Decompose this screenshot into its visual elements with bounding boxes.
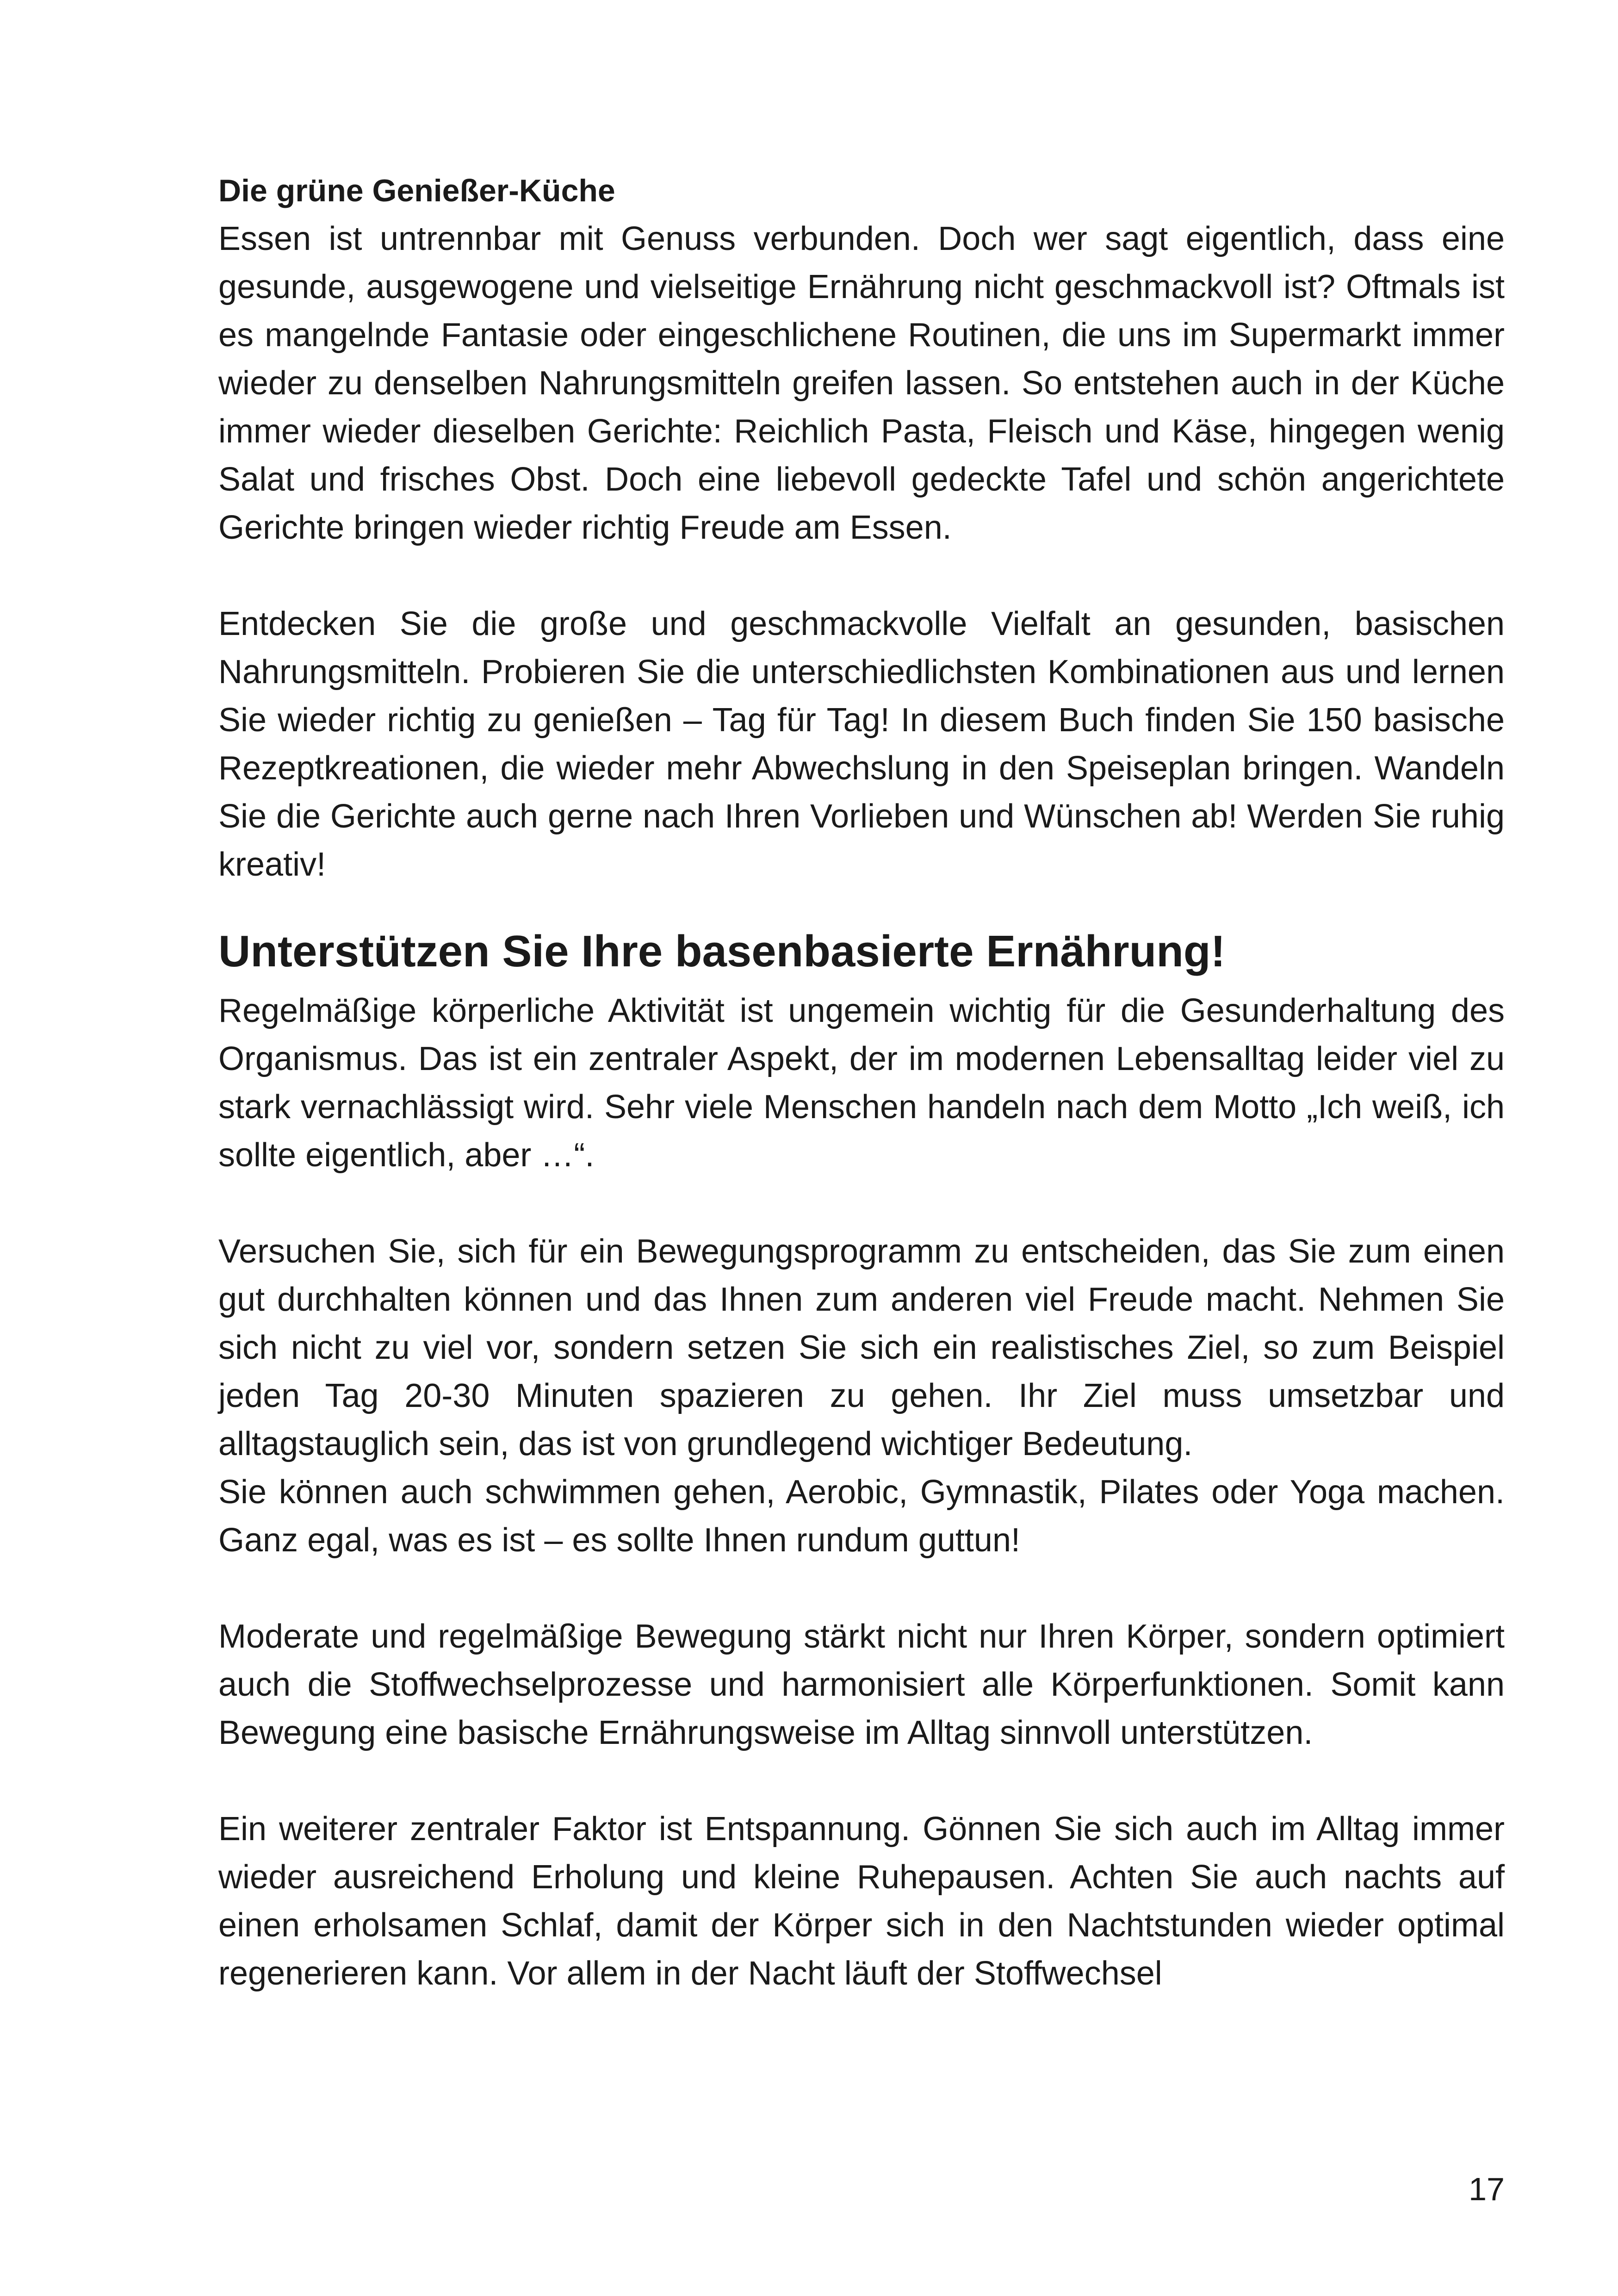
body-paragraph: Sie können auch schwimmen gehen, Aerobic, Gymnastik, Pilates oder Yoga machen. Ganz egal, was es ist – es sollte Ihnen rundum guttun! xyxy=(218,1474,1505,1559)
page-content xyxy=(218,167,1505,1997)
body-paragraph: Versuchen Sie, sich für ein Bewegungsprogramm zu entscheiden, das Sie zum einen gut durchhalten können und das Ihnen zum anderen viel Freude macht. Nehmen Sie sich nicht zu viel vor, sondern setzen Sie sich ein realistisches Ziel, so zum Beispiel jeden Tag 20-30 Minuten spazieren zu gehen. Ihr Ziel muss umsetzbar und alltagstauglich sein, das ist von grundlegend wichtiger Bedeutung. xyxy=(218,1233,1505,1462)
section-subheading: Die grüne Genießer-Küche xyxy=(218,173,615,208)
section-heading: Unterstützen Sie Ihre basenbasierte Ernährung! xyxy=(218,927,1226,976)
page-number: 17 xyxy=(1469,2171,1505,2207)
body-paragraph: Entdecken Sie die große und geschmackvolle Vielfalt an gesunden, basischen Nahrungsmitteln. Probieren Sie die unterschiedlichsten Kombinationen aus und lernen Sie wieder richtig zu genießen – Tag für Tag! In diesem Buch finden Sie 150 basische Rezeptkreationen, die wieder mehr Abwechslung in den Speiseplan bringen. Wandeln Sie die Gerichte auch gerne nach Ihren Vorlieben und Wünschen ab! Werden Sie ruhig kreativ! xyxy=(218,605,1505,883)
body-paragraph: Regelmäßige körperliche Aktivität ist ungemein wichtig für die Gesunderhaltung des Organismus. Das ist ein zentraler Aspekt, der im modernen Lebensalltag leider viel zu stark vernachlässigt wird. Sehr viele Menschen handeln nach dem Motto „Ich weiß, ich sollte eigentlich, aber …“. xyxy=(218,992,1505,1174)
body-paragraph: Moderate und regelmäßige Bewegung stärkt nicht nur Ihren Körper, sondern optimiert auch die Stoffwechselprozesse und harmonisiert alle Körperfunktionen. Somit kann Bewegung eine basische Ernährungsweise im Alltag sinnvoll unterstützen. xyxy=(218,1618,1505,1751)
body-paragraph: Ein weiterer zentraler Faktor ist Entspannung. Gönnen Sie sich auch im Alltag immer wieder ausreichend Erholung und kleine Ruhepausen. Achten Sie auch nachts auf einen erholsamen Schlaf, damit der Körper sich in den Nachtstunden wieder optimal regenerieren kann. Vor allem in der Nacht läuft der Stoffwechsel xyxy=(218,1811,1505,1992)
body-paragraph: Essen ist untrennbar mit Genuss verbunden. Doch wer sagt eigentlich, dass eine gesunde, ausgewogene und vielseitige Ernährung nicht geschmackvoll ist? Oftmals ist es mangelnde Fantasie oder eingeschlichene Routinen, die uns im Supermarkt immer wieder zu denselben Nahrungsmitteln greifen lassen. So entstehen auch in der Küche immer wieder dieselben Gerichte: Reichlich Pasta, Fleisch und Käse, hingegen wenig Salat und frisches Obst. Doch eine liebevoll gedeckte Tafel und schön angerichtete Gerichte bringen wieder richtig Freude am Essen. xyxy=(218,220,1505,546)
